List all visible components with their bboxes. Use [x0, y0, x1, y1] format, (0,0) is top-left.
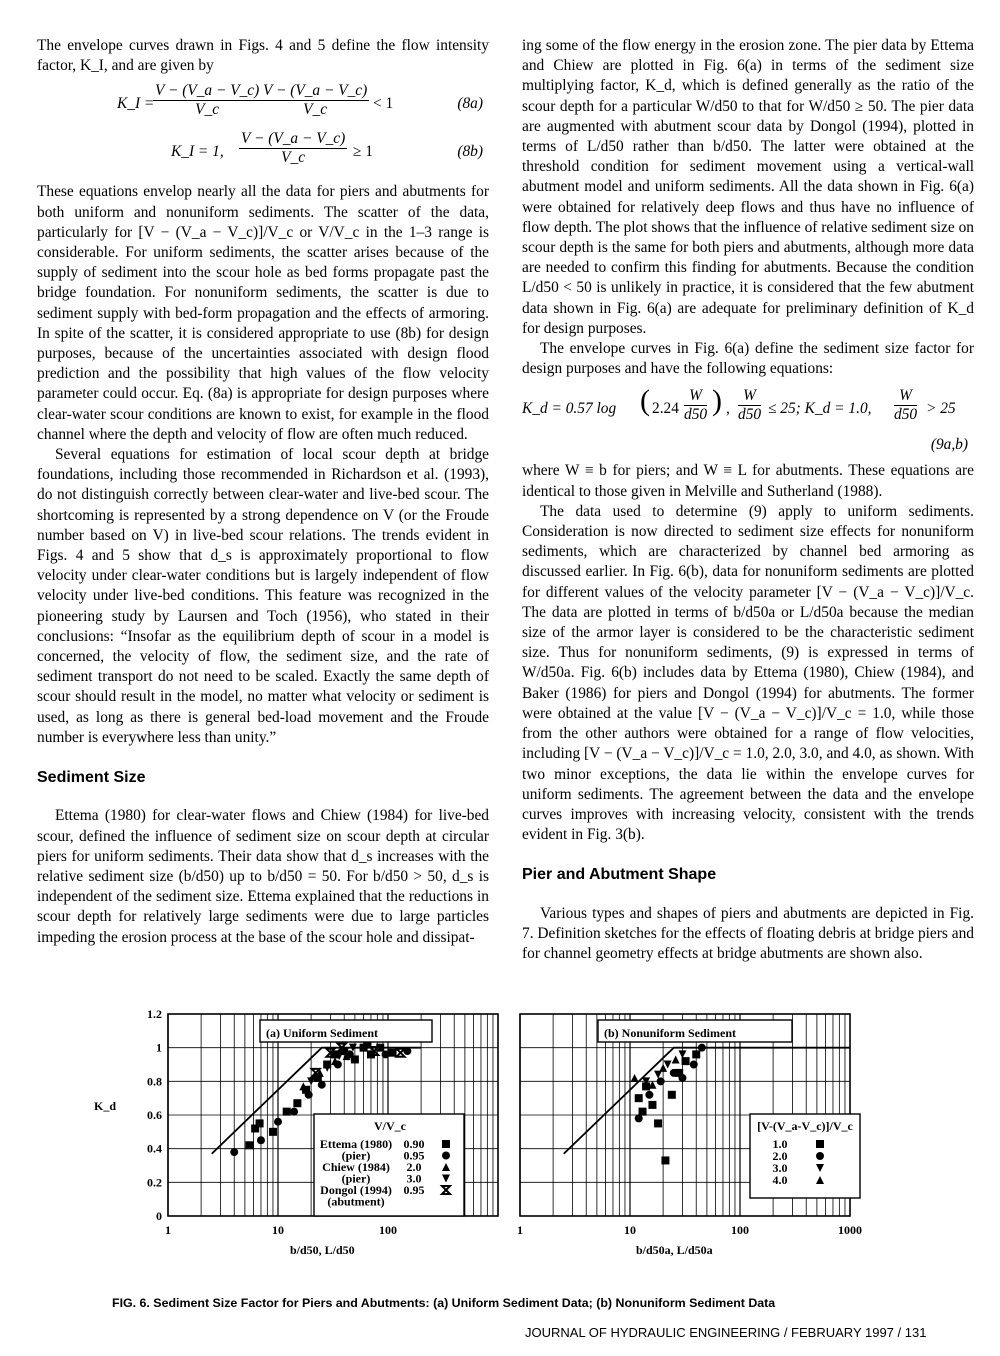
- data-point-triangle-up: [659, 1064, 667, 1072]
- data-point-circle: [670, 1069, 678, 1077]
- data-point-square: [682, 1057, 690, 1065]
- data-point-circle: [318, 1081, 326, 1089]
- legend-marker-square: [816, 1140, 824, 1148]
- legend-value: 0.95: [403, 1183, 425, 1197]
- legend-title: V/V_c: [374, 1119, 406, 1133]
- equation-number: (8b): [457, 143, 483, 161]
- data-point-circle: [274, 1118, 282, 1126]
- data-point-circle: [657, 1077, 665, 1085]
- data-point-square: [283, 1108, 291, 1116]
- x-tick-label: 1000: [838, 1223, 862, 1237]
- eq-paren: ): [712, 384, 722, 418]
- equation-number: (8a): [457, 95, 483, 113]
- paragraph: Various types and shapes of piers and abutments are depicted in Fig. 7. Definition sketches for the effects of floating debris at bridge piers and for channel geometry effects at bridge abutments are shown also.: [522, 904, 974, 962]
- page-footer: JOURNAL OF HYDRAULIC ENGINEERING / FEBRUARY 1997 / 131: [525, 1325, 927, 1340]
- figure-caption: FIG. 6. Sediment Size Factor for Piers and Abutments: (a) Uniform Sediment Data; (b) Nonuniform Sediment Data: [112, 1296, 776, 1310]
- data-point-circle: [305, 1091, 313, 1099]
- data-point-square: [293, 1099, 301, 1107]
- x-tick-label: 1: [517, 1223, 523, 1237]
- legend-value: 4.0: [772, 1173, 788, 1187]
- data-point-circle: [678, 1074, 686, 1082]
- equation-number: (9a,b): [930, 436, 968, 454]
- y-tick-label: 0.6: [147, 1108, 162, 1122]
- x-tick-label: 10: [272, 1223, 284, 1237]
- legend-value: 3.0: [772, 1161, 788, 1175]
- eq-part: 2.24: [652, 400, 679, 418]
- y-tick-label: 1: [156, 1040, 162, 1055]
- y-tick-label: 0.2: [147, 1175, 162, 1190]
- legend-value: 0.90: [403, 1137, 425, 1151]
- y-axis-label: K_d: [94, 1099, 117, 1113]
- equation-8a: [37, 80, 489, 128]
- left-column: [37, 36, 489, 948]
- data-point-square: [635, 1094, 643, 1102]
- eq-lhs: K_I =: [117, 95, 155, 113]
- y-tick-label: 0.8: [147, 1074, 162, 1089]
- legend-label: (abutment): [327, 1194, 385, 1209]
- legend-label: (pier): [341, 1148, 371, 1163]
- data-point-square: [668, 1091, 676, 1099]
- data-point-square: [269, 1128, 277, 1136]
- paragraph: The envelope curves drawn in Figs. 4 and 5 define the flow intensity factor, K_I, and are given by: [37, 37, 489, 75]
- y-tick-label: 0: [156, 1209, 162, 1223]
- y-tick-label: 0.4: [147, 1141, 162, 1156]
- paragraph: Several equations for estimation of local scour depth at bridge foundations, including those recommended in Richardson et al. (1993), do not distinguish correctly between clear-water and live-bed scour. The shortcoming is represented by a strong dependence on V (or the Froude number based on V) in live-bed scour relations. The trends evident in Figs. 4 and 5 show that d_s is approximately proportional to flow velocity under clear-water conditions but is largely independent of flow velocity under live-bed conditions. This feature was recognized in the pioneering study by Laursen and Toch (1956), who stated in their conclusions: “Insofar as the equilibrium depth of scour in a model is concerned, the velocity of flow, the sediment size, and the rate of sediment transport do not need to be scaled. Exactly the same depth of scour should result in the model, no matter what velocity or sediment is used, as long as there is general bed-load movement and the Froude number is everywhere less than unity.”: [37, 446, 489, 746]
- data-point-circle: [645, 1091, 653, 1099]
- data-point-square: [648, 1101, 656, 1109]
- legend-value: 2.0: [406, 1160, 422, 1174]
- fraction: $\frac{V - (V\_a - V\_c)}{V\_c}$: [263, 82, 368, 119]
- legend-marker-circle: [442, 1152, 450, 1160]
- data-point-hourglass: [397, 1049, 405, 1057]
- data-point-circle: [230, 1148, 238, 1156]
- equation-9: [522, 385, 974, 461]
- eq-lhs: K_I = 1,: [171, 143, 224, 161]
- x-tick-label: 100: [731, 1223, 749, 1237]
- legend-label: Dongol (1994): [320, 1183, 392, 1197]
- fraction: $\frac{W}{d50}$: [738, 387, 762, 424]
- data-point-square: [389, 1049, 397, 1057]
- data-point-circle: [290, 1108, 298, 1116]
- data-point-square: [639, 1108, 647, 1116]
- legend-value: 1.0: [772, 1137, 788, 1151]
- fraction: $\frac{V - (V\_a - V\_c)}{V\_c}$: [241, 130, 346, 167]
- legend-marker-square: [442, 1140, 450, 1148]
- legend-title: [V-(V_a-V_c)]/V_c: [757, 1119, 853, 1133]
- paragraph: where W ≡ b for piers; and W ≡ L for abutments. These equations are identical to those given in Melville and Sutherland (1988).: [522, 462, 974, 500]
- chart-title: (a) Uniform Sediment: [266, 1026, 378, 1040]
- data-point-triangle-down: [664, 1061, 672, 1069]
- paragraph: The data used to determine (9) apply to uniform sediments. Consideration is now directed to sediment size effects for nonuniform sediments, which are characterized by channel bed armoring as discussed earlier. In Fig. 6(b), data for nonuniform sediments are plotted for different values of the velocity parameter [V − (V_a − V_c)]/V_c. The data are plotted in terms of b/d50a or L/d50a because the median size of the armor layer is considered to be the characteristic sediment size. Thus for nonuniform sediments, (9) is expressed in terms of W/d50a. Fig. 6(b) includes data by Ettema (1980), Chiew (1984), and Baker (1986) for piers and Dongol (1994) for abutments. The former were obtained at the value [V − (V_a − V_c)]/V_c = 1.0, while those from the other authors were obtained for a range of flow velocities, including [V − (V_a − V_c)]/V_c = 1.0, 2.0, 3.0, and 4.0, as shown. With two minor exceptions, the data lie within the envelope curves for uniform sediments. The agreement between the data and the envelope curves improves with increasing velocity, consistent with the trends evident in Fig. 3(b).: [522, 502, 974, 844]
- data-point-circle: [690, 1061, 698, 1069]
- x-axis-label: b/d50, L/d50: [289, 1243, 355, 1257]
- data-point-circle: [635, 1114, 643, 1122]
- eq-part: > 25: [926, 400, 956, 418]
- x-tick-label: 1: [165, 1223, 171, 1237]
- data-point-square: [654, 1119, 662, 1127]
- paragraph: These equations envelop nearly all the data for piers and abutments for both uniform and nonuniform sediments. The scatter of the data, particularly for [V − (V_a − V_c)]/V_c or V/V_c in the 1–3 range is considerable. For uniform sediments, the scatter arises because of the supply of sediment into the scour hole as bed forms propagate past the bridge foundation. For nonuniform sediments, the scatter is due to sediment supply with bed-form propagation and the effects of armoring. In spite of the scatter, it is considered appropriate to use (8b) for design purposes, because of the uncertainties associated with design flood prediction and the possibility that high values of the flow velocity parameter could occur. Eq. (8a) is appropriate for design purposes where clear-water scour conditions are known to exist, for example in the flood channel where the depth and velocity of flow are often much reduced.: [37, 183, 489, 443]
- eq-paren: (: [640, 384, 650, 418]
- eq-tail: ≥ 1: [353, 143, 373, 161]
- legend-value: 0.95: [403, 1148, 425, 1163]
- legend-label: Chiew (1984): [322, 1160, 390, 1174]
- section-heading: Pier and Abutment Shape: [522, 866, 717, 884]
- data-point-triangle-up: [631, 1074, 639, 1082]
- legend-label: (pier): [341, 1171, 371, 1186]
- legend-value: 2.0: [772, 1149, 788, 1163]
- x-tick-label: 100: [379, 1223, 397, 1237]
- legend-value: 3.0: [406, 1171, 422, 1186]
- data-point-square: [245, 1141, 253, 1149]
- data-point-square: [256, 1119, 264, 1127]
- chart-uniform: [94, 1007, 498, 1257]
- eq-comma: ,: [726, 400, 730, 418]
- figure-6: [90, 1000, 910, 1292]
- x-tick-label: 10: [624, 1223, 636, 1237]
- fraction: $\frac{W}{d50}$: [894, 387, 918, 424]
- data-point-square: [692, 1050, 700, 1058]
- equation-8b: [37, 128, 489, 176]
- y-tick-label: 1.2: [147, 1007, 162, 1021]
- data-point-square: [661, 1156, 669, 1164]
- eq-tail: < 1: [373, 95, 394, 113]
- x-axis-label: b/d50a, L/d50a: [635, 1243, 713, 1257]
- data-point-circle: [257, 1136, 265, 1144]
- data-point-circle: [698, 1044, 706, 1052]
- fraction: $\frac{V - (V\_a - V\_c)}{V\_c}$: [155, 82, 260, 119]
- data-point-circle: [382, 1050, 390, 1058]
- paragraph: ing some of the flow energy in the erosion zone. The pier data by Ettema and Chiew are plotted in Fig. 6(a) in terms of the sediment size multiplying factor, K_d, which is defined generally as the ratio of the scour depth for a particular W/d50 to that for W/d50 ≥ 50. The pier data are augmented with abutment scour data by Dongol (1994), plotted in terms of L/d50 rather than b/d50. The latter were obtained at the threshold condition for sediment movement using a vertical-wall abutment model and uniform sediments. All the data shown in Fig. 6(a) were obtained for relatively deep flows and thus have no influence of flow depth. The plot shows that the influence of relative sediment size on scour depth is the same for both piers and abutments, although more data are needed to confirm this finding for abutments. Because the condition L/d50 < 50 is unlikely in practice, it is considered that the few abutment data shown in Fig. 6(a) are adequate for preliminary definition of K_d for design purposes.: [522, 37, 974, 337]
- paragraph: The envelope curves in Fig. 6(a) define the sediment size factor for design purposes and have the following equations:: [522, 340, 974, 378]
- chart-nonuniform: [517, 1014, 862, 1257]
- fraction: $\frac{W}{d50}$: [684, 387, 708, 424]
- eq-part: ≤ 25; K_d = 1.0,: [768, 400, 872, 418]
- right-column: [522, 36, 974, 964]
- data-point-triangle-up: [672, 1055, 680, 1063]
- legend-marker-circle: [816, 1152, 824, 1160]
- paragraph: Ettema (1980) for clear-water flows and Chiew (1984) for live-bed scour, defined the influence of sediment size on scour depth at circular piers for uniform sediments. Their data show that d_s increases with the relative sediment size (b/d50) up to b/d50 = 50. For b/d50 > 50, d_s is independent of the sediment size. Ettema explained that the reductions in scour depth for relatively large sediments were due to large particles impeding the erosion process at the base of the scour hole and dissipat-: [37, 807, 489, 946]
- section-heading: Sediment Size: [37, 769, 146, 787]
- legend-label: Ettema (1980): [319, 1137, 393, 1151]
- chart-title: (b) Nonuniform Sediment: [604, 1026, 737, 1040]
- eq-part: K_d = 0.57 log: [522, 400, 617, 418]
